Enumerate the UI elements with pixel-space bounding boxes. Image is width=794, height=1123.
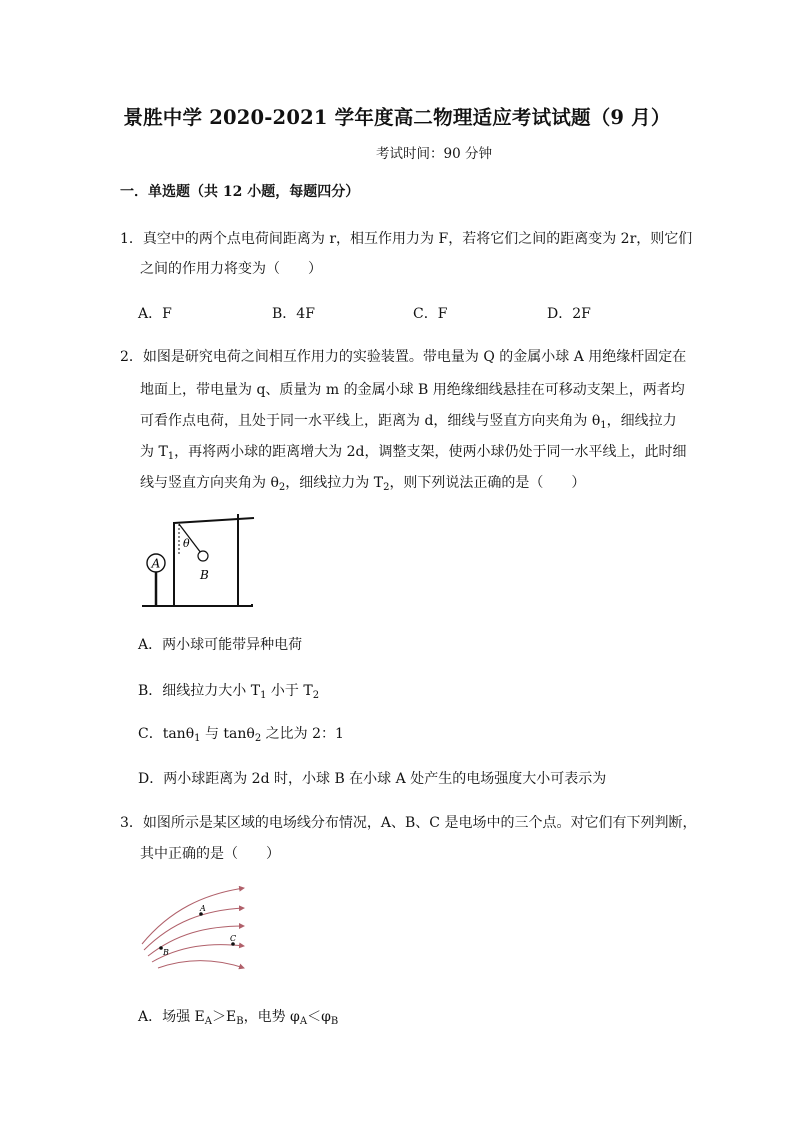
q2-option-b-a: B．细线拉力大小 T (138, 683, 261, 699)
q2-line-4-sub: 1 (167, 451, 175, 462)
q1-option-c: C．F (413, 306, 448, 322)
q2-apparatus-figure (140, 510, 260, 610)
exam-time: 考试时间：90 分钟 (376, 146, 492, 162)
q2-line-5-c: ，则下列说法正确的是（ ） (389, 475, 586, 491)
q3-field-lines-figure (140, 882, 250, 978)
q2-line-4 (140, 441, 687, 461)
q2-option-c-sub2: 2 (254, 733, 262, 744)
support-crossbar (174, 518, 254, 523)
q3-option-a-sub3: A (299, 1016, 308, 1027)
q2-line-2: 地面上，带电量为 q、质量为 m 的金属小球 B 用绝缘细线悬挂在可移动支架上，两者均 (140, 382, 685, 398)
q2-option-b-sub1: 1 (260, 690, 267, 701)
q2-line-4-b: ，再将两小球的距离增大为 2d，调整支架，使两小球仍处于同一水平线上，此时细 (174, 444, 687, 460)
field-line-2 (144, 908, 244, 950)
q3-option-a-sub4: B (330, 1016, 339, 1027)
q2-option-c-sub1: 1 (194, 733, 201, 744)
label-theta: θ (183, 537, 190, 550)
q2-option-c-a: C．tanθ (138, 726, 195, 742)
q2-line-3 (140, 410, 677, 430)
q3-line-1: 3．如图所示是某区域的电场线分布情况，A、B、C 是电场中的三个点。对它们有下列判断， (120, 815, 697, 831)
q2-line-5-a: 线与竖直方向夹角为 θ (140, 475, 279, 491)
ground-line (142, 604, 252, 606)
q1-option-d: D．2F (547, 306, 591, 322)
field-lines (142, 888, 244, 968)
q3-option-a-a: A．场强 E (138, 1009, 205, 1025)
q3-option-a-b: ＞E (212, 1009, 237, 1025)
label-b: B (200, 568, 209, 582)
q3-option-a-d: ＜φ (307, 1009, 331, 1025)
q3-line-2: 其中正确的是（ ） (140, 846, 280, 862)
q2-line-5-sub1: 2 (278, 482, 286, 493)
q2-line-4-a: 为 T (140, 444, 168, 460)
label-point-b: B (163, 948, 169, 957)
q2-option-c (138, 723, 344, 743)
field-line-1 (142, 888, 244, 944)
q1-option-a: A．F (138, 306, 172, 322)
q1-option-b: B．4F (272, 306, 315, 322)
q1-line-1: 1．真空中的两个点电荷间距离为 r，相互作用力为 F，若将它们之间的距离变为 2r，则它们 (120, 231, 693, 247)
q1-line-2: 之间的作用力将变为（ ） (140, 261, 322, 277)
page-title: 景胜中学 2020-2021 学年度高二物理适应考试试题（9 月） (123, 106, 671, 129)
q2-line-3-end: ，细线拉力 (606, 413, 677, 429)
q3-option-a-sub2: B (236, 1016, 244, 1027)
ball-b (198, 551, 208, 561)
q2-line-3-sub: 1 (600, 420, 607, 431)
q2-option-b-b: 小于 T (266, 683, 313, 699)
q3-option-a (138, 1006, 338, 1026)
label-point-c: C (230, 934, 237, 943)
q2-option-d: D．两小球距离为 2d 时，小球 B 在小球 A 处产生的电场强度大小可表示为 (138, 771, 607, 787)
q3-option-a-sub1: A (204, 1016, 213, 1027)
q2-line-5 (140, 472, 585, 492)
q2-line-1: 2．如图是研究电荷之间相互作用力的实验装置。带电量为 Q 的金属小球 A 用绝缘杆固定在 (120, 349, 687, 365)
q2-option-b-sub2: 2 (312, 690, 320, 701)
q2-line-3-text: 可看作点电荷，且处于同一水平线上，距离为 d，细线与竖直方向夹角为 θ (140, 413, 601, 429)
q2-line-5-b: ，细线拉力为 T (285, 475, 384, 491)
section-heading: 一．单选题（共 12 小题，每题四分） (120, 184, 360, 200)
q2-option-c-c: 之比为 2：1 (261, 726, 344, 742)
q2-line-5-sub2: 2 (383, 482, 390, 493)
label-a: A (151, 556, 161, 571)
field-line-5 (158, 961, 244, 969)
q2-option-c-b: 与 tanθ (200, 726, 255, 742)
q2-option-a: A．两小球可能带异种电荷 (138, 637, 303, 653)
q2-option-b (138, 680, 319, 700)
label-point-a: A (200, 904, 206, 913)
q3-option-a-c: ，电势 φ (243, 1009, 300, 1025)
